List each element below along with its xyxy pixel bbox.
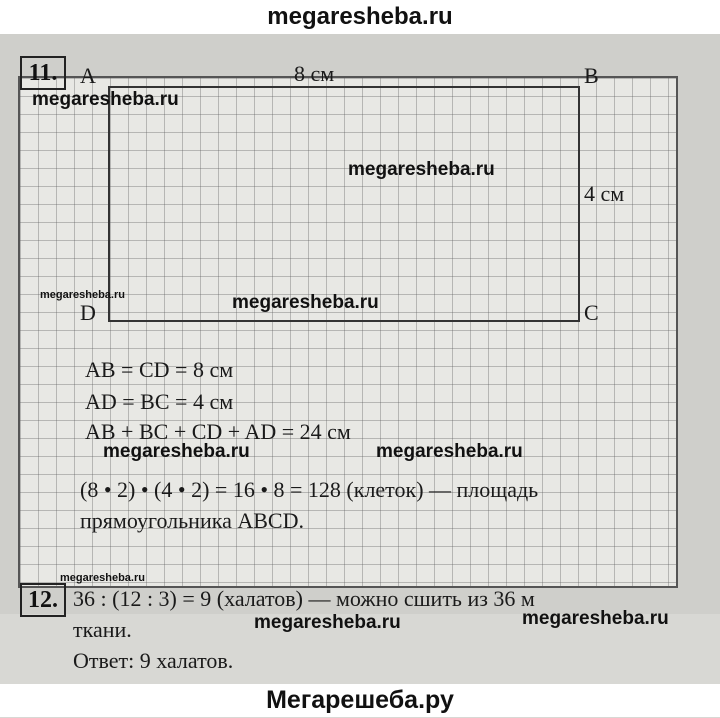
rectangle-abcd — [108, 86, 580, 322]
problem-12-line-2: ткани. — [73, 617, 132, 642]
solution-line-4: (8 • 2) • (4 • 2) = 16 • 8 = 128 (клеток) — площадь — [80, 477, 539, 502]
solution-line-3: AB + BC + CD + AD = 24 см — [85, 419, 351, 444]
watermark: megaresheba.ru — [232, 292, 379, 313]
watermark: megaresheba.ru — [40, 289, 125, 301]
problem-11-number: 11. — [20, 56, 66, 90]
solution-line-1: AB = CD = 8 см — [85, 357, 234, 382]
problem-12-number: 12. — [20, 583, 66, 617]
watermark: megaresheba.ru — [103, 441, 250, 462]
watermark: megaresheba.ru — [32, 89, 179, 110]
solution-line-2: AD = BC = 4 см — [85, 389, 234, 414]
problem-12-answer: Ответ: 9 халатов. — [73, 648, 234, 673]
watermark: megaresheba.ru — [348, 159, 495, 180]
right-side-length: 4 см — [584, 181, 625, 206]
watermark: megaresheba.ru — [60, 572, 145, 584]
vertex-label-b: B — [584, 63, 599, 88]
top-side-length: 8 см — [294, 61, 335, 86]
watermark: megaresheba.ru — [254, 612, 401, 633]
vertex-label-c: C — [584, 300, 599, 325]
vertex-label-d: D — [80, 300, 96, 325]
site-footer: Мегарешеба.ру — [0, 684, 720, 717]
watermark: megaresheba.ru — [522, 608, 669, 629]
site-header: megaresheba.ru — [0, 0, 720, 34]
vertex-label-a: A — [80, 63, 96, 88]
solution-line-5: прямоугольника ABCD. — [80, 508, 304, 533]
problem-12-line-1: 36 : (12 : 3) = 9 (халатов) — можно сшить из 36 м — [73, 586, 535, 611]
watermark: megaresheba.ru — [376, 441, 523, 462]
